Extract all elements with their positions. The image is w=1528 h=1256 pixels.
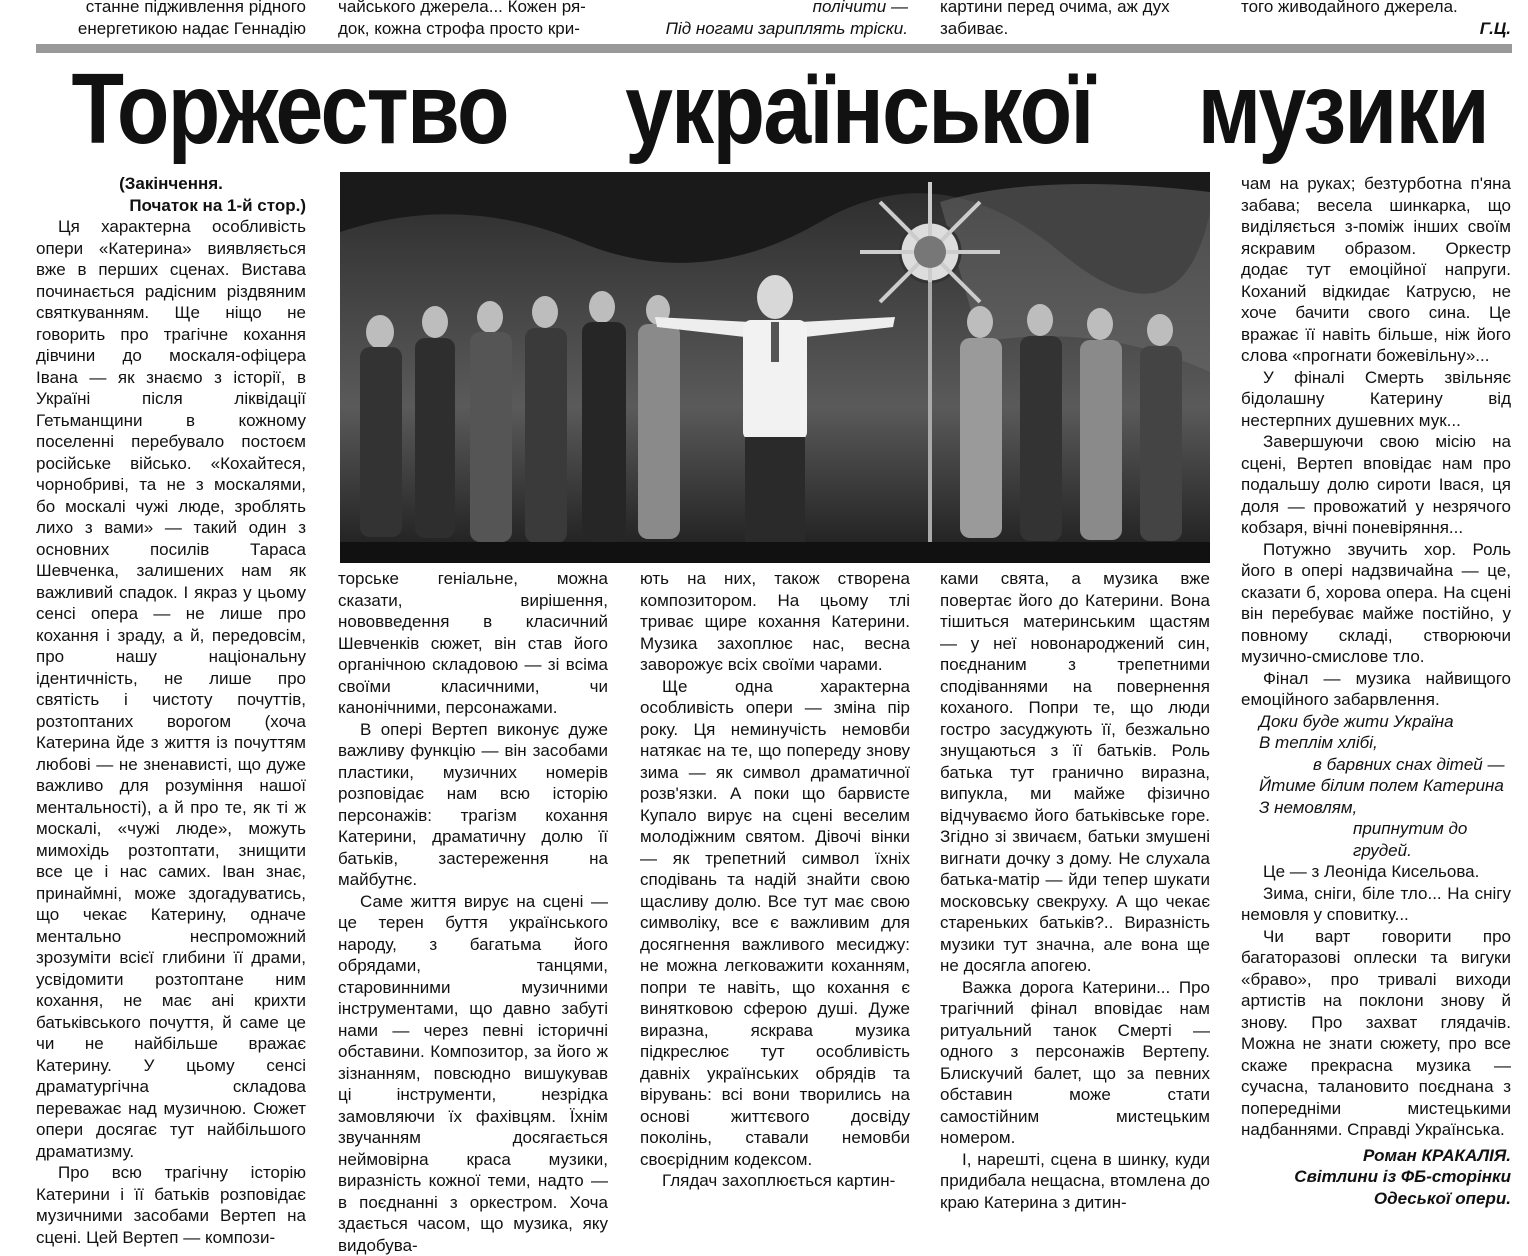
top-strip-col4	[940, 0, 1210, 39]
poem-line: в барвних снах дітей —	[1241, 754, 1511, 776]
article-column-4	[940, 568, 1210, 1213]
top-line: чайського джерела... Кожен ря-	[338, 0, 608, 18]
headline-word: музики	[1198, 54, 1488, 164]
continuation-note: (Закінчення.	[36, 173, 306, 195]
paragraph: ками свята, а музика вже повертає його до Катерини. Вона тішиться материнським щастям — у неї новонароджений син, поєднаним з трепетними сподіваннями на повернення коханого. Попри те, що люди гостро засуджують її, безжально знущаються з її батьків. Роль батька тут гранично виразна, випукла, ми майже фізично відчуваємо його батьківське горе. Згідно зі звичаєм, батьки змушені вигнати дочку з дому. Не слухала батька-матір — йди тепер шукати московську свекруху. А що чекає стареньких батьків?.. Виразність музики тут значна, але вона ще не досягла апогею.	[940, 568, 1210, 977]
paragraph: В опері Вертеп виконує дуже важливу функцію — він засобами пластики, музичних номерів розповідає нам всю історію персонажів: трагізм кохання Катерини, драматичну долю її батьків, застереження на майбутнє.	[338, 719, 608, 891]
paragraph: Фінал — музика найвищого емоційного забарвлення.	[1241, 668, 1511, 711]
paragraph: Це — з Леоніда Кисельова.	[1241, 861, 1511, 883]
paragraph: Про всю трагічну історію Катерини і її батьків розповідає музичними засобами Вертеп на сцені. Цей Вертеп — компози-	[36, 1162, 306, 1248]
paragraph: Чи варт говорити про багаторазові оплески та вигуки «браво», про тривалі виходи артистів на поклони знову й знову. Про захват глядачів. Можна не знати сюжету, про все скаже прекрасна музика — сучасна, талановито поєднана з попередніми мистецькими надбаннями. Справді Українська.	[1241, 926, 1511, 1141]
poem-line: В теплім хлібі,	[1241, 732, 1511, 754]
paragraph: І, нарешті, сцена в шинку, куди придибала нещасна, втомлена до краю Катерина з дитин-	[940, 1149, 1210, 1214]
top-line: станне підживлення рідного	[36, 0, 306, 18]
article-column-2	[338, 568, 608, 1256]
poem-line: Доки буде жити Україна	[1241, 711, 1511, 733]
photo-credit: Одеської опери.	[1241, 1188, 1511, 1210]
article-headline	[36, 54, 1512, 164]
top-strip-col3	[640, 0, 908, 39]
paragraph: Ще одна характерна особливість опери — зміна пір року. Ця неминучість немовби натякає на те, що попереду знову зима — як символ драматичної розв'язки. А поки що барвисте Купало вирує на сцені веселим молодіжним святом. Дівочі вінки — як трепетний символ їхніх сподівань та надій знайти свою щасливу долю. Все тут має свою символіку, все є важливим для досягнення важливого месиджу: не можна легковажити коханням, попри те навіть, що кохання є винятковою сферою душі. Дуже виразна, яскрава музика підкреслює тут особливість давніх українських обрядів та вірувань: всі вони творились на основі життєвого досвіду поколінь, ставали немовби своєрідним кодексом.	[640, 676, 910, 1171]
top-rule	[36, 44, 1512, 53]
paragraph: Зима, сніги, біле тло... На снігу немовля у сповитку...	[1241, 883, 1511, 926]
top-strip-col5	[1241, 0, 1511, 39]
article-column-1	[36, 173, 306, 1248]
top-line: док, кожна строфа просто кри-	[338, 18, 608, 40]
top-line: Г.Ц.	[1241, 18, 1511, 40]
stage-photo	[340, 172, 1210, 563]
headline-word: Торжество	[72, 54, 508, 164]
paragraph: Потужно звучить хор. Роль його в опері надзвичайна — це, сказати б, хорова опера. На сцені він перебуває майже постійно, у повному складі, створюючи музично-смислове тло.	[1241, 539, 1511, 668]
article-column-3	[640, 568, 910, 1192]
paragraph: Завершуючи свою місію на сцені, Вертеп вповідає нам про подальшу долю сироти Івася, ця доля — провожатий у незрячого кобзаря, вічні поневіряння...	[1241, 431, 1511, 539]
top-line: енергетикою надає Геннадію	[36, 18, 306, 40]
top-strip-col1	[36, 0, 306, 39]
continuation-note: Початок на 1-й стор.)	[36, 195, 306, 217]
photo-credit: Світлини із ФБ-сторінки	[1241, 1166, 1511, 1188]
top-line: Під ногами зариплять тріски.	[640, 18, 908, 40]
top-line: полічити —	[640, 0, 908, 18]
paragraph: Важка дорога Катерини... Про трагічний фінал вповідає нам ритуальний танок Смерті — одного з персонажів Вертепу. Блискучий балет, що за певних обставин може стати самостійним мистецьким номером.	[940, 977, 1210, 1149]
paragraph: Глядач захоплюється картин-	[640, 1170, 910, 1192]
top-line: забиває.	[940, 18, 1210, 40]
top-strip-col2	[338, 0, 608, 39]
paragraph: У фіналі Смерть звільняє бідолашну Катерину від нестерпних душевних мук...	[1241, 367, 1511, 432]
top-line: картини перед очима, аж дух	[940, 0, 1210, 18]
poem-line: припнутим до грудей.	[1241, 818, 1511, 861]
article-column-5	[1241, 173, 1511, 1209]
top-line: того живодайного джерела.	[1241, 0, 1511, 18]
paragraph: ють на них, також створена композитором. На цьому тлі триває щире кохання Катерини. Музика захоплює нас, весна заворожує всіх своїми чарами.	[640, 568, 910, 676]
poem-line: Йтиме білим полем Катерина	[1241, 775, 1511, 797]
paragraph: Ця характерна особливість опери «Катерина» виявляється вже в перших сценах. Вистава починається радісним різдвяним святкуванням. Ще ніщо не говорить про трагічне кохання дівчини до москаля-офіцера Івана — як знаємо з історії, в Україні після ліквідації Гетьманщини в кожному поселенні перебувало постоєм російське військо. «Кохайтеся, чорнобриві, та не з москалями, бо москалі чужі люде, зроблять лихо з вами» — такий один з основних посилів Тараса Шевченка, залишених нам як важливий спадок. І якраз у цьому сенсі опера — не лише про кохання і зраду, а й, передовсім, про нашу національну ідентичність, не лише про святість і чистоту почуттів, розтоптаних ворогом (хоча Катерина йде з життя із почуттям любові — не зненависті, що дуже важливо для розуміння нашої ментальності), а й про те, як ті ж москалі, «чужі люде», можуть мимохідь розтоптати, знищити все це і нас самих. Іван знає, принаймні, може здогадуватись, що чекає Катерину, одначе ментально неспроможний зрозуміти всієї глибини її драми, усвідомити розтоптане ним кохання, не має ані крихти батьківського почуття, й саме це чи не найбільше вражає Катерину. У цьому сенсі драматургічна складова переважає над музичною. Сюжет опери досягає тут найбільшого драматизму.	[36, 216, 306, 1162]
paragraph: Саме життя вирує на сцені — це терен буття українського народу, з багатьма його обрядами, танцями, старовинними музичними інструментами, що давно забуті нами — через певні історичні обставини. Композитор, за його ж зізнанням, повсюдно вишукував ці інструменти, незрідка замовляючи їх фахівцям. Їхнім звучанням досягається неймовірна краса музики, виразність кожної теми, надто — в поєднанні з оркестром. Хоча здається часом, що музика, яку видобува-	[338, 891, 608, 1256]
paragraph: торське геніальне, можна сказати, вирішення, нововведення в класичний Шевченків сюжет, він став його органічною складовою — зі всіма своїми класичними, чи канонічними, персонажами.	[338, 568, 608, 719]
poem-line: З немовлям,	[1241, 797, 1511, 819]
author-signature: Роман КРАКАЛІЯ.	[1241, 1145, 1511, 1167]
headline-word: української	[625, 54, 1093, 164]
paragraph: чам на руках; безтурботна п'яна забава; весела шинкарка, що виділяється з-поміж інших своїм яскравим образом. Оркестр додає тут емоційної напруги. Коханий відкидає Катрусю, не хоче бачити свого сина. Це вражає її навіть більше, ніж його слова «прогнати божевільну»...	[1241, 173, 1511, 367]
stage-photo-illustration	[340, 172, 1210, 563]
